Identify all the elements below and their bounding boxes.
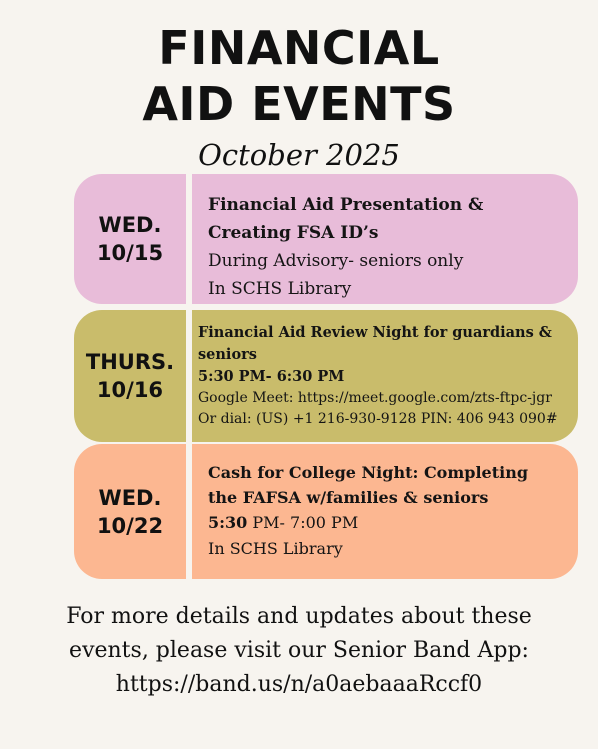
event-3-detail-1: In SCHS Library <box>208 539 343 558</box>
footer-line-1: For more details and updates about these <box>66 604 532 629</box>
event-1-headline-1: Financial Aid Presentation & <box>208 195 484 215</box>
event-3-details <box>192 444 578 579</box>
event-3-date: 10/22 <box>96 513 164 538</box>
event-1-details <box>192 174 578 304</box>
page-subtitle: October 2025 <box>198 138 400 172</box>
event-1-day: WED. <box>98 213 162 237</box>
event-2-headline-1: Financial Aid Review Night for guardians & <box>198 324 552 341</box>
event-3-day: WED. <box>98 485 162 510</box>
event-2-date-block <box>74 310 186 442</box>
page-title-line-1: FINANCIAL <box>158 21 440 75</box>
footer-band-link[interactable]: https://band.us/n/a0aebaaaRccf0 <box>115 672 483 697</box>
event-1-date: 10/15 <box>96 241 164 265</box>
event-1-detail-2: In SCHS Library <box>208 279 352 299</box>
page-title-line-2: AID EVENTS <box>142 77 456 131</box>
event-2-headline-2: seniors <box>198 346 257 363</box>
event-1-headline-2: Creating FSA ID’s <box>208 223 379 243</box>
event-3-time <box>208 510 578 536</box>
event-3-headline-1: Cash for College Night: Completing <box>208 463 529 482</box>
event-1-detail-1: During Advisory- seniors only <box>208 251 464 271</box>
footer-line-2: events, please visit our Senior Band App: <box>69 638 529 663</box>
event-3-headline-2: the FAFSA w/families & seniors <box>208 488 489 507</box>
event-2-dial-in: Or dial: (US) +1 216-930-9128 PIN: 406 943 090# <box>198 411 558 427</box>
event-2-date: 10/16 <box>96 378 164 402</box>
event-3-time-start: 5:30 <box>208 513 248 532</box>
event-2-details <box>192 310 578 442</box>
event-2-meet-link[interactable]: Google Meet: https://meet.google.com/zts-ftpc-jgr <box>198 390 552 406</box>
footer-note <box>0 600 598 702</box>
event-2-time: 5:30 PM- 6:30 PM <box>198 368 345 385</box>
event-2-day: THURS. <box>85 350 175 374</box>
event-3-time-rest: PM- 7:00 PM <box>247 513 359 532</box>
event-1-date-block <box>74 174 186 304</box>
event-3-date-block <box>74 444 186 579</box>
